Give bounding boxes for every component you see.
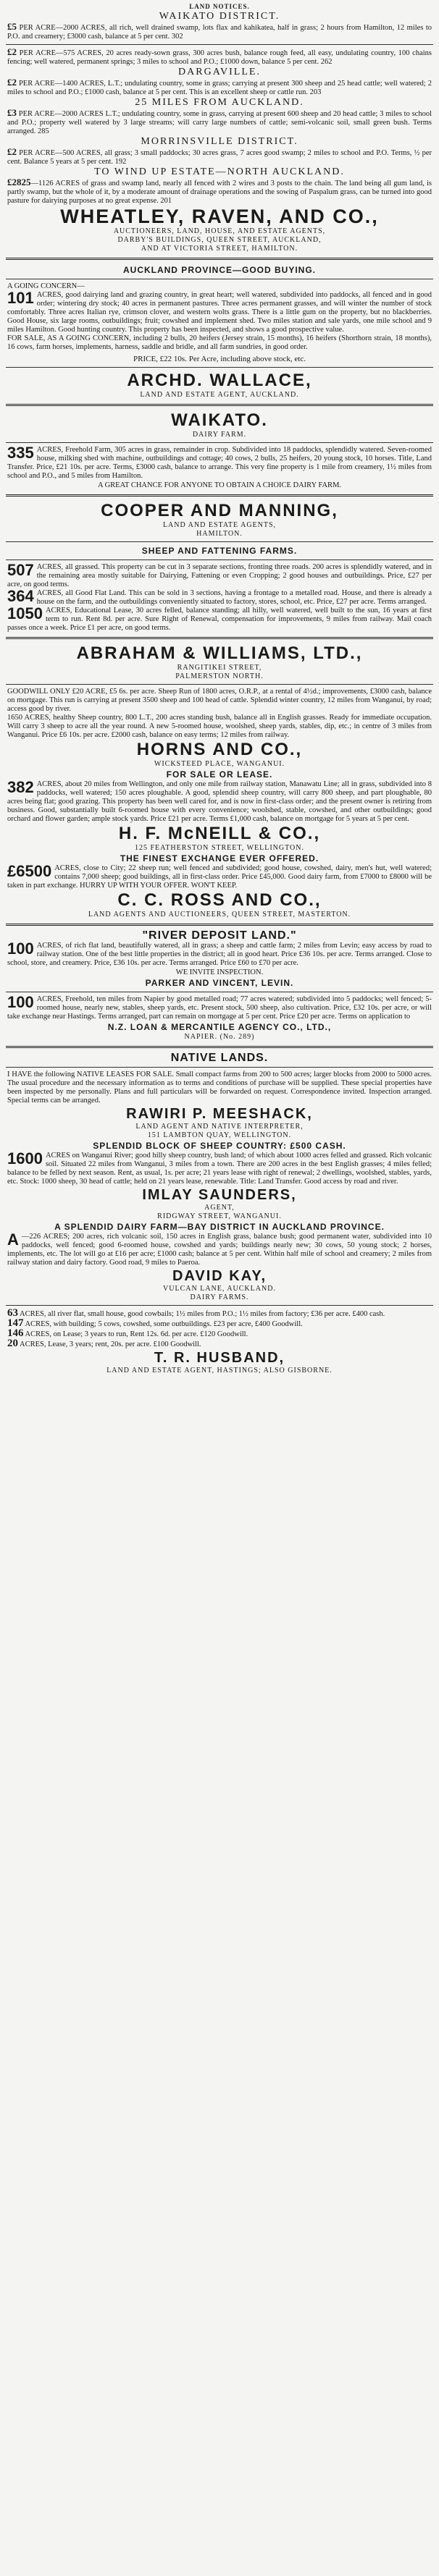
abraham-healthy-ad: 1650 ACRES, healthy Sheep country, 800 L.T., 200 acres standing bush, balance all in English grasses. Ready for immediate occupation. Will carry 3 sheep to acre all the year round. A new 5-roomed house, woolshed, sheep yards, stables, dip, etc.; in centre of 3 miles from Wanganui. Price £6 10s. per acre. £2000 cash, balance on easy terms; 12 miles from railway. — [7, 714, 432, 739]
wheatley-line2: DARBY'S BUILDINGS, QUEEN STREET, AUCKLAND, — [117, 236, 322, 244]
cooper-firm-name: COOPER AND MANNING, — [101, 501, 338, 520]
waikato-district-heading: WAIKATO DISTRICT. — [159, 11, 280, 22]
ad-lead: £2 — [7, 146, 17, 157]
sheep-farm-ad-1 — [7, 563, 432, 589]
ad-lead: £2 — [7, 46, 17, 57]
ad-lead: 100 — [7, 993, 34, 1011]
ad-lead: £6500 — [7, 862, 52, 880]
auckland-province-ad — [7, 291, 432, 334]
ad-text: PER ACRE—575 ACRES, 20 acres ready-sown grass, 300 acres bush, balance rough feed, all easy, undulating country, 100 chains fencing; well watered, permanent springs; 3 miles to school and P.O.; £1000 down, balance 5 per cent. 262 — [7, 49, 432, 66]
morrinsville-ad — [7, 148, 432, 166]
wheatley-line3: AND AT VICTORIA STREET, HAMILTON. — [141, 245, 298, 253]
ad-text: PER ACRE—2000 ACRES, all rich, well drained swamp, lots flax and kahikatea, half in grass; 2 hours from Hamilton, 12 miles to P.O. and creamery; £3000 cash, balance at 5 per cent. 302 — [7, 24, 432, 41]
waikato-dairy-ad — [7, 446, 432, 481]
mcneill-sub: 125 FEATHERSTON STREET, WELLINGTON. — [135, 844, 304, 852]
ross-firm-name: C. C. ROSS AND CO., — [117, 890, 322, 910]
rawiri-firm-name: RAWIRI P. MEESHACK, — [126, 1106, 313, 1122]
auckland25-ad — [7, 109, 432, 136]
waikato-ad-2 — [7, 48, 432, 67]
sheep-farm-ad-2 — [7, 589, 432, 607]
farm-listing — [7, 1329, 432, 1339]
going-concern-label: A GOING CONCERN— — [7, 282, 85, 290]
splendid-block-ad — [7, 1149, 432, 1186]
nz-loan-sub: NAPIER. (No. 289) — [184, 1033, 255, 1041]
imlay-firm-name: IMLAY SAUNDERS, — [142, 1187, 297, 1203]
david-kay-sub: VULCAN LANE, AUCKLAND. — [163, 1285, 276, 1293]
ad-lead: 364 — [7, 587, 34, 605]
waikato-ad-1 — [7, 22, 432, 41]
ad-text: ACRES, Educational Lease, 30 acres felled, balance standing; all hilly, well watered, well built to the sun, 16 years at first term to run. Rent 8d. per acre. Sure Right of Renewal, compensation for improvements, 9 miles from railway. Mail coach passes once a week. Price £1 per acre, on good terms. — [7, 607, 432, 632]
ad-text: ACRES, on Lease; 3 years to run, Rent 12s. 6d. per acre. £120 Goodwill. — [25, 1330, 248, 1338]
mcneill-finest-heading: THE FINEST EXCHANGE EVER OFFERED. — [120, 853, 319, 863]
mcneill-ad — [7, 864, 432, 890]
ad-lead: 20 — [7, 1338, 18, 1349]
nz-loan-name: N.Z. LOAN & MERCANTILE AGENCY CO., LTD., — [107, 1022, 332, 1032]
dargaville-heading: DARGAVILLE. — [178, 67, 261, 77]
ad-lead: 335 — [7, 444, 34, 462]
cooper-line1: LAND AND ESTATE AGENTS, — [162, 521, 277, 529]
native-lands-heading: NATIVE LANDS. — [170, 1052, 269, 1064]
ad-text: ACRES, about 20 miles from Wellington, and only one mile from railway station, Manawatu Line; all in grass, subdivided into 8 paddocks, well watered; 150 acres ploughable. A good, splendid sheep country, will carry 800 sheep, and part ploughable, 80 acres being flat; good grazing. This property has been well cared for, and is now in first-class order; and the present owner is retiring from business. Good, substantially built 6-roomed house with every convenience; woolshed, stable, cowshed, and other outbuildings; good orchard and flower garden; ample stock yards. Price £21 per acre. Terms £1,000 cash, balance on mortgage for 5 years at 5 per cent. — [7, 780, 432, 823]
ad-lead: £5 — [7, 21, 17, 32]
wheatley-firm-name: WHEATLEY, RAVEN, AND CO., — [60, 206, 379, 227]
ad-lead: £3 — [7, 107, 17, 118]
splendid-block-heading: SPLENDID BLOCK OF SHEEP COUNTRY: £500 CASH. — [93, 1141, 346, 1151]
ad-lead: 146 — [7, 1327, 24, 1339]
rawiri-line2: 151 LAMBTON QUAY, WELLINGTON. — [147, 1131, 292, 1139]
ad-text: PER ACRE—500 ACRES, all grass; 3 small paddocks; 30 acres grass, 7 acres good swamp; 2 miles to school and P.O. Terms, ½ per cent. Balance 5 years at 5 per cent. 192 — [7, 149, 432, 166]
wind-up-ad — [7, 178, 432, 206]
page-header-label: LAND NOTICES. — [189, 3, 250, 10]
ad-text: ACRES, with building; 5 cows, cowshed, some outbuildings. £23 per acre, £400 Goodwill. — [25, 1320, 303, 1328]
ad-text: ACRES, all grassed. This property can be cut in 3 separate sections, fronting three roads. 200 acres is splendidly watered, and in the remaining area mostly suitable for Dairying, Fattening or even Cropping; 2 good houses and outbuildings. Price, £27 per acre, on good terms. — [7, 563, 432, 588]
husband-sub: LAND AND ESTATE AGENT, HASTINGS; ALSO GISBORNE. — [106, 1367, 333, 1374]
sheep-farms-heading: SHEEP AND FATTENING FARMS. — [141, 546, 298, 556]
abraham-goodwill-ad: GOODWILL ONLY £20 ACRE, £5 6s. per acre. Sheep Run of 1800 acres, O.R.P., at a rental of 4½d.; improvements, £3000 cash, balance on mortgage. This run is carrying at present 3500 sheep and 100 head of cattle. Splendid winter country, 12 miles from Wanganui, by road; access good by river. — [7, 688, 432, 713]
auckland-province-heading: AUCKLAND PROVINCE—GOOD BUYING. — [122, 265, 316, 275]
horns-ad — [7, 780, 432, 824]
ad-lead: £2 — [7, 77, 17, 88]
waikato-dairy-tagline: A GREAT CHANCE FOR ANYONE TO OBTAIN A CHOICE DAIRY FARM. — [97, 481, 342, 489]
ad-text: —1126 ACRES of grass and swamp land, nearly all fenced with 2 wires and 3 posts to the chain. The land being all gum land, is partly swamp, but the whole of it, by a moderate amount of drainage operations and the sowing of Paspalum grass, can be turned into good pasture for dairying purposes at no great expense. 201 — [7, 180, 432, 205]
ad-lead: A — [7, 1230, 19, 1249]
ad-text: ACRES, Freehold Farm, 305 acres in grass, remainder in crop. Subdivided into 18 paddocks, splendidly watered. Seven-roomed house, milking shed with machine, outbuildings and cottage; 40 cows, 2 bulls, 25 heifers, 20 young stock, 10 horses. Title, Land Transfer. Price, £21 10s. per acre. Terms, £3000 cash, balance to arrange. This very fine property is 1 mile from creamery, 1½ miles from school and P.O., and 5 miles from Hamilton. — [7, 446, 432, 480]
wallace-sub: LAND AND ESTATE AGENT, AUCKLAND. — [140, 391, 299, 399]
ad-lead: 147 — [7, 1317, 24, 1329]
ross-sub: LAND AGENTS AND AUCTIONEERS, QUEEN STREET, MASTERTON. — [88, 911, 351, 919]
imlay-line2: RIDGWAY STREET, WANGANUI. — [157, 1212, 282, 1220]
native-lands-ad: I HAVE the following NATIVE LEASES FOR SALE. Small compact farms from 200 to 500 acres; larger blocks from 2000 to 5000 acres. The usual procedure and the necessary information as to terms and conditions of purchase will be supplied. These special properties have been inspected by me personally. Plans and full particulars will be forwarded on request. Correspondence invited. Inspection arranged. Special terms can be arranged. — [7, 1070, 432, 1105]
horns-sale-heading: FOR SALE OR LEASE. — [166, 769, 273, 780]
auckland-province-price: PRICE, £22 10s. Per Acre, including above stock, etc. — [133, 355, 306, 363]
dairy-farms-heading: DAIRY FARMS. — [190, 1293, 249, 1301]
auckland-province-sale-line: FOR SALE, AS A GOING CONCERN, including 2 bulls, 20 heifers (Jersey strain, 15 months), 16 heifers (Shorthorn strain, 18 months), 16 cows, farm horses, implements, harness, saddle and bridle, and all farm sundries, in good order. — [7, 334, 432, 351]
horns-firm-name: HORNS AND CO., — [136, 740, 303, 759]
ad-lead: 382 — [7, 778, 34, 796]
wallace-firm-name: ARCHD. WALLACE, — [127, 371, 312, 390]
horns-sub: WICKSTEED PLACE, WANGANUI. — [154, 760, 285, 768]
imlay-line1: AGENT, — [204, 1204, 235, 1212]
splendid-dairy-heading: A SPLENDID DAIRY FARM—BAY DISTRICT IN AUCKLAND PROVINCE. — [54, 1222, 385, 1232]
sheep-farm-ad-3 — [7, 604, 432, 633]
ad-lead: 63 — [7, 1307, 18, 1319]
david-kay-firm-name: DAVID KAY, — [172, 1268, 267, 1284]
morrinsville-heading: MORRINSVILLE DISTRICT. — [141, 136, 298, 147]
parker-ad — [7, 995, 432, 1021]
ad-text: ACRES on Wanganui River; good hilly sheep country, bush land; of which about 1000 acres felled and grassed. Rich volcanic soil. Situated 22 miles from Wanganui, 3 miles from a town. There are 200 acres in the best English grasses; 4 miles felled; balance to be felled by next season. Rent, as usual, 1s. per acre; 21 years lease with right of renewal; 2 dwellings, woolshed, stables, yards, etc. Stock: 1000 sheep, 30 head of cattle; held on 21 years lease, renewable. Title: Land Transfer. Good access by road and river. — [7, 1152, 432, 1186]
ad-text: ACRES, Lease, 3 years; rent, 20s. per acre. £100 Goodwill. — [20, 1340, 201, 1348]
ad-text: ACRES, all river flat, small house, good cowbails; 1½ miles from P.O.; 1½ miles from factory; £36 per acre. £400 cash. — [20, 1310, 385, 1318]
wheatley-line1: AUCTIONEERS, LAND, HOUSE, AND ESTATE AGENTS, — [113, 227, 326, 235]
ad-text: PER ACRE—2000 ACRES L.T.; undulating country, some in grass, carrying at present 600 sheep and 20 head cattle; 3 miles to school and P.O.; property well watered by 3 large streams; will carry large numbers of cattle; semi-volcanic soil, small green bush. Terms arranged. 285 — [7, 110, 432, 135]
rawiri-line1: LAND AGENT AND NATIVE INTERPRETER, — [135, 1123, 304, 1131]
ad-text: ACRES, all Good Flat Land. This can be sold in 3 sections, having a frontage to a metalled road. House, and there is already a house on the farm, and the outbuildings conveniently situated to factory, stores, school, etc. Price, £27 per acre. Terms arranged. — [36, 589, 432, 606]
splendid-dairy-ad — [7, 1230, 432, 1267]
ad-text: ACRES, good dairying land and grazing country, in great heart; well watered, subdivided into paddocks, all fenced and in good order; wintering dry stock; 40 acres in permanent pastures. Three acres permanent grasses, and will winter the number of stock comfortably. Three acres Italian rye, crimson clover, and western wolts grass. There is a little gum on the property, but no blackberries. Good House, six large rooms, outbuildings; fruit; cowshed and implement shed. Two miles station and sale yards, one mile school and 9 miles Hamilton. Good hunting country. This property has been inspected, and shows a good prospective value. — [7, 291, 432, 334]
waikato-dairy-heading: WAIKATO. — [171, 410, 268, 430]
abraham-line2: PALMERSTON NORTH. — [175, 672, 264, 680]
ad-text: PER ACRE—1400 ACRES, L.T.; undulating country, some in grass; carrying at present 300 sheep and 25 head cattle; well watered; 2 miles to school and P.O.; £1000 cash, balance at 5 per cent. This is an excellent sheep or cattle run. 203 — [7, 80, 432, 96]
ad-lead: 507 — [7, 561, 34, 579]
ad-text: ACRES, Freehold, ten miles from Napier by good metalled road; 77 acres watered; subdivided into 5 paddocks; well fenced; 5-roomed house, nearly new, stables, sheep yards, etc. Present stock, 500 sheep, also cultivation. Price, £32 10s. per acre, or will take exchange near Hastings. Terms arranged, part can remain on mortgage at 5 per cent. Price £20 per acre. Terms on application to — [7, 995, 432, 1021]
wind-up-heading: TO WIND UP ESTATE—NORTH AUCKLAND. — [94, 166, 345, 177]
cooper-line2: HAMILTON. — [196, 530, 243, 538]
parker-firm-name: PARKER AND VINCENT, LEVIN. — [145, 978, 294, 988]
ad-text: ACRES, of rich flat land, beautifully watered, all in grass; a sheep and cattle farm; 2 miles from Levin; easy access by road to railway station. One of the best little properties in the district; all in good heart. Price £36 10s. per acre. Terms arranged. Close to school, store, and creamery. Price, £36 10s. per acre. Terms arranged. Price £60 to £70 per acre. — [7, 942, 432, 967]
ad-lead: £2825 — [7, 177, 31, 187]
river-deposit-heading: "RIVER DEPOSIT LAND." — [142, 929, 297, 942]
abraham-firm-name: ABRAHAM & WILLIAMS, LTD., — [76, 643, 363, 663]
ad-lead: 101 — [7, 289, 34, 307]
farm-listing — [7, 1319, 432, 1329]
river-deposit-ad — [7, 939, 432, 968]
river-deposit-inspection: WE INVITE INSPECTION. — [175, 968, 264, 976]
ad-lead: 1050 — [7, 604, 43, 622]
ad-lead: 1600 — [7, 1149, 43, 1167]
dargaville-ad — [7, 78, 432, 97]
abraham-line1: RANGITIKEI STREET, — [177, 664, 262, 672]
land-notices-page — [6, 0, 433, 1375]
waikato-dairy-sub: DAIRY FARM. — [192, 431, 247, 439]
farm-listing — [7, 1309, 432, 1319]
ad-lead: 100 — [7, 939, 34, 958]
mcneill-firm-name: H. F. McNEILL & CO., — [118, 824, 321, 843]
ad-text: ACRES, close to City; 22 sheep run; well fenced and subdivided; good house, cowshed, dairy, men's hut, well watered; contains 7,000 sheep; good buildings, all in first-class order. Price £45,000. Good dairy farm, from £7000 to £8000 will be taken in part exchange. HURRY UP WITH YOUR OFFER. WON'T KEEP. — [7, 864, 432, 890]
husband-firm-name: T. R. HUSBAND, — [154, 1350, 285, 1366]
farm-listing — [7, 1339, 432, 1349]
auckland25-heading: 25 MILES FROM AUCKLAND. — [135, 97, 304, 108]
ad-text: —226 ACRES; 200 acres, rich volcanic soil, 150 acres in English grass, balance bush; good permanent water, subdivided into 10 paddocks, well fenced; good 6-roomed house, cowshed and yards; buildings nearly new; 30 cows, 50 young stock; 2 horses, implements, etc. The lot will go at £16 per acre; £1000 cash; balance at 5 per cent. Within half mile of school and creamery; 2 miles from railway station and dairy factory. Good road, 9 miles to Paeroa. — [7, 1233, 432, 1267]
